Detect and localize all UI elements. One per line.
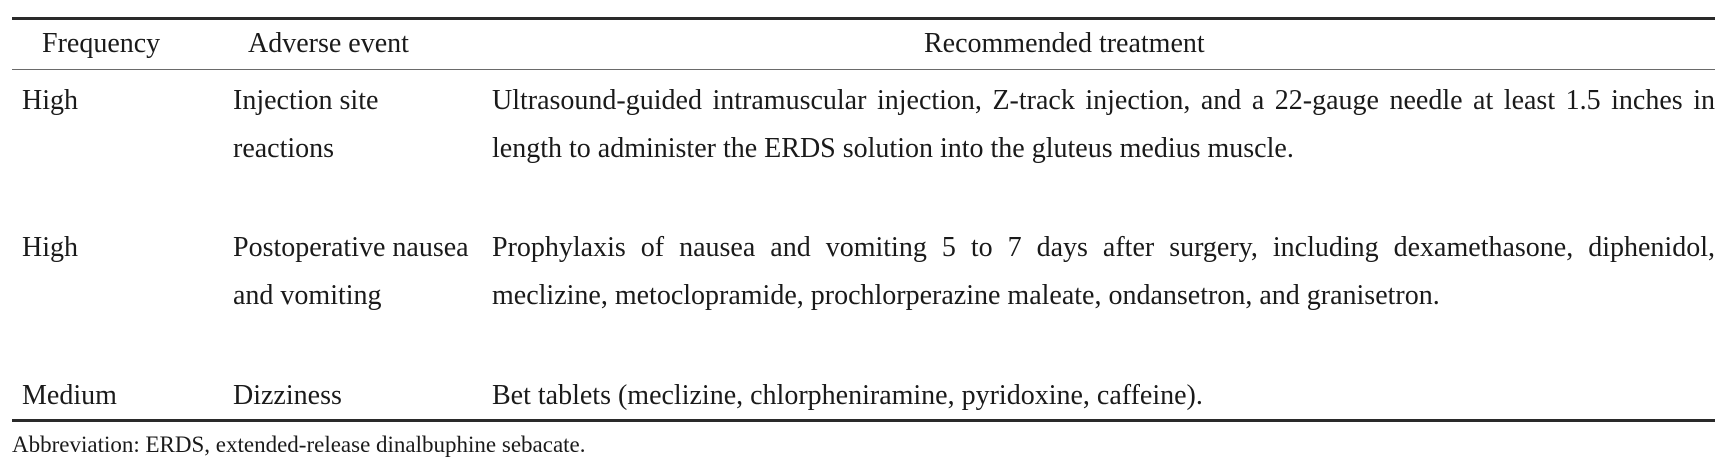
header-frequency: Frequency xyxy=(42,28,161,59)
header-adverse-event: Adverse event xyxy=(248,28,409,59)
row-1-adverse-event: Injection site reactions xyxy=(233,85,379,164)
row-2-recommended-treatment: Prophylaxis of nausea and vomiting 5 to 7 days after surgery, including dexamethasone, diphenidol, meclizine, metoclopramide, prochlorperazine maleate, ondansetron, and granisetron. xyxy=(492,232,1715,311)
table-top-rule xyxy=(12,17,1715,20)
table-header-rule xyxy=(12,69,1715,70)
row-1-frequency: High xyxy=(22,85,78,116)
row-3-adverse-event: Dizziness xyxy=(233,380,342,411)
row-2-frequency: High xyxy=(22,232,78,263)
row-2-adverse-event: Postoperative nausea and vomiting xyxy=(233,232,469,311)
row-3-frequency: Medium xyxy=(22,380,117,411)
table-bottom-rule xyxy=(12,419,1715,422)
row-3-recommended-treatment: Bet tablets (meclizine, chlorpheniramine, pyridoxine, caffeine). xyxy=(492,380,1203,411)
header-recommended-treatment: Recommended treatment xyxy=(924,28,1205,59)
table-footnote: Abbreviation: ERDS, extended-release dinalbuphine sebacate. xyxy=(12,432,586,457)
row-1-recommended-treatment: Ultrasound-guided intramuscular injection, Z-track injection, and a 22-gauge needle at least 1.5 inches in length to administer the ERDS solution into the gluteus medius muscle. xyxy=(492,85,1715,164)
